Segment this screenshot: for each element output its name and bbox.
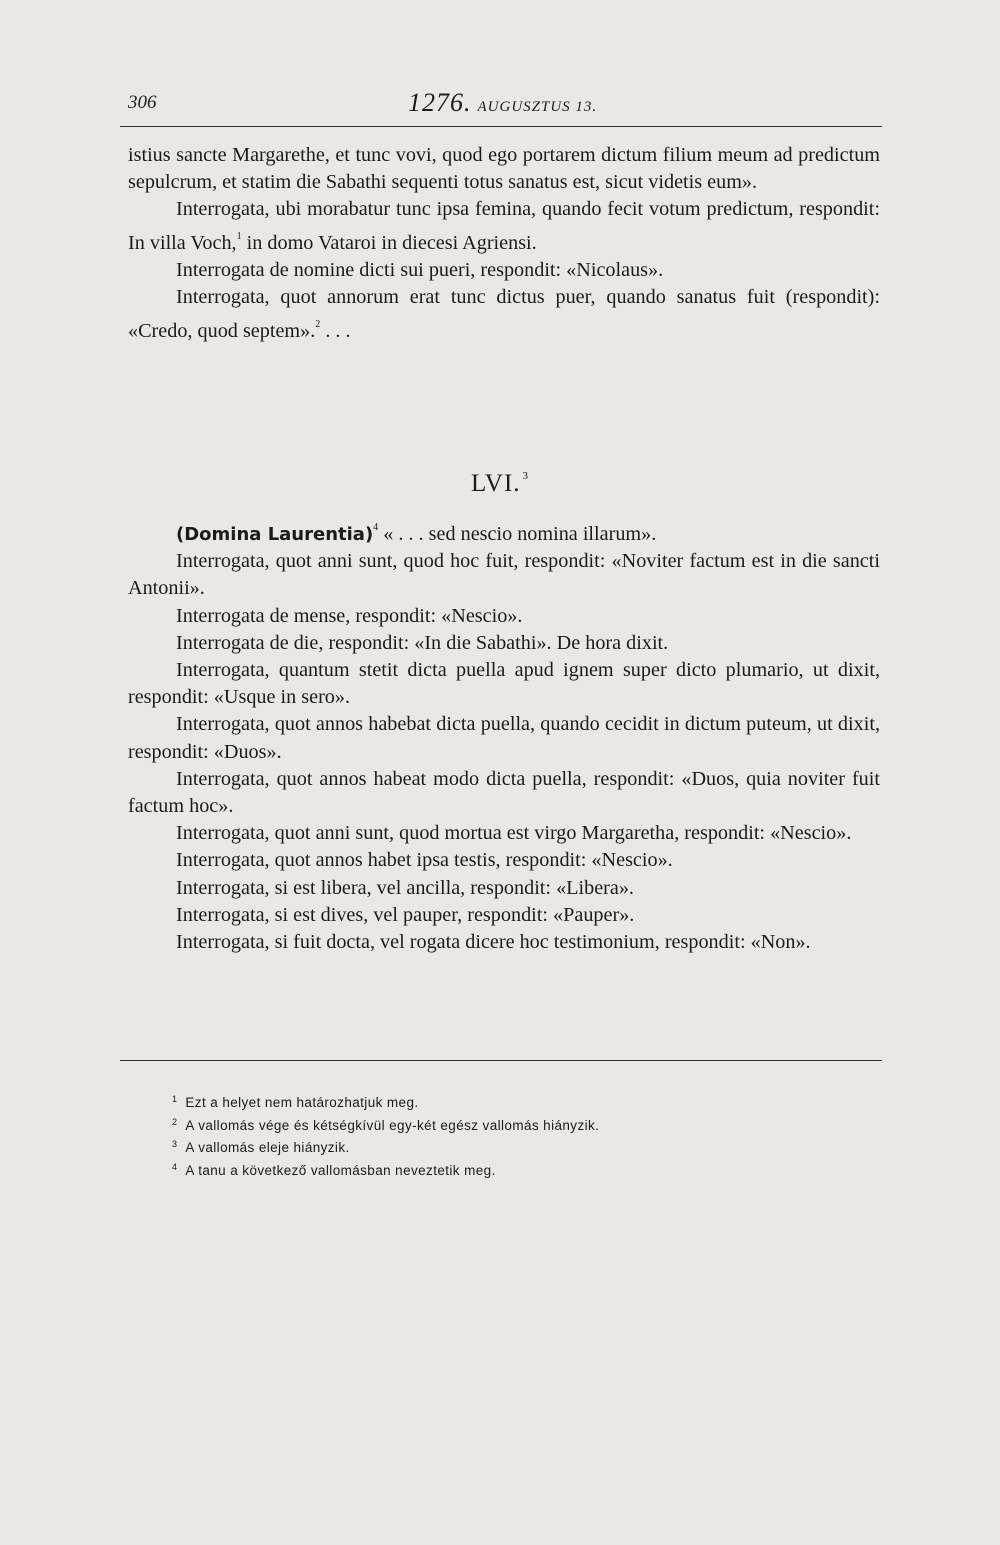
paragraph-question: Interrogata, quot annos habebat dicta puella, quando cecidit in dictum puteum, ut dixit, respondit: «Duos». [128, 713, 880, 763]
paragraph-witness-intro: (Domina Laurentia)$^4$ « . . . sed nescio nomina illarum». [176, 522, 657, 545]
paragraph-question: Interrogata, quot anni sunt, quod mortua est virgo Margaretha, respondit: «Nescio». [176, 822, 852, 845]
paragraph-question: Interrogata, quot annos habet ipsa testis, respondit: «Nescio». [176, 849, 673, 872]
page-number: 306 [128, 92, 157, 113]
body-text-bottom [128, 514, 880, 956]
footnote-rule [120, 1060, 882, 1061]
header-rule [120, 126, 882, 127]
footnote-ref: 1 [236, 231, 242, 242]
paragraph-question: Interrogata, si est dives, vel pauper, respondit: «Pauper». [176, 903, 635, 926]
paragraph-question: Interrogata de nomine dicti sui pueri, respondit: «Nicolaus». [176, 259, 664, 281]
page-header [128, 88, 880, 128]
paragraph-question: Interrogata, si fuit docta, vel rogata dicere hoc testimonium, respondit: «Non». [176, 931, 811, 954]
footnote-text: A vallomás vége és kétségkívül egy-két egész vallomás hiányzik. [185, 1117, 600, 1133]
paragraph-question: Interrogata, quot annos habeat modo dicta puella, respondit: «Duos, quia noviter fuit factum hoc». [128, 767, 880, 818]
paragraph-question: Interrogata, ubi morabatur tunc ipsa femina, quando fecit votum predictum, respondit: In villa Voch,$^1$ in domo Vataroi in diecesi Agriensi. [128, 198, 880, 254]
footnote-text: A tanu a következő vallomásban neveztetik meg. [185, 1162, 496, 1178]
paragraph-question: Interrogata, quantum stetit dicta puella apud ignem super dicto plumario, ut dixit, respondit: «Usque in sero». [128, 659, 880, 709]
footnotes [172, 1090, 872, 1180]
running-head [408, 88, 597, 118]
footnote [172, 1158, 872, 1181]
paragraph-question: Interrogata, quot anni sunt, quod hoc fuit, respondit: «Noviter factum est in die sancti Antonii». [128, 550, 880, 600]
paragraph-question: Interrogata de die, respondit: «In die Sabathi». De hora dixit. [176, 631, 669, 654]
paragraph-question: Interrogata de mense, respondit: «Nescio». [176, 604, 523, 627]
witness-name: (Domina Laurentia) [176, 524, 374, 545]
paragraph-question: Interrogata, quot annorum erat tunc dictus puer, quando sanatus fuit (respondit): «Credo, quod septem».$^2$ . . . [128, 286, 880, 342]
footnote-ref: 3 [522, 470, 530, 482]
footnote-ref: 4 [373, 522, 379, 533]
footnote-mark: 1 [172, 1094, 178, 1104]
paragraph-question: Interrogata, si est libera, vel ancilla, respondit: «Libera». [176, 876, 634, 899]
footnote-text: Ezt a helyet nem határozhatjuk meg. [185, 1095, 419, 1110]
footnote [172, 1135, 872, 1158]
footnote-ref: 2 [315, 319, 321, 330]
footnote-mark: 4 [172, 1161, 178, 1172]
footnote [172, 1090, 872, 1113]
running-head-year: 1276. [408, 88, 472, 117]
footnote [172, 1113, 872, 1136]
section-heading: LVI. $^3$ [470, 470, 530, 497]
running-head-date: AUGUSZTUS 13. [477, 99, 598, 115]
footnote-text: A vallomás eleje hiányzik. [185, 1140, 350, 1155]
footnote-mark: 2 [172, 1116, 178, 1127]
paragraph-continuation: istius sancte Margarethe, et tunc vovi, quod ego portarem dictum filium meum ad predictum sepulcrum, et statim die Sabathi sequenti totus sanatus est, sicut videtis eum». [128, 144, 880, 193]
body-text-top [128, 142, 880, 345]
footnote-mark: 3 [172, 1139, 178, 1149]
